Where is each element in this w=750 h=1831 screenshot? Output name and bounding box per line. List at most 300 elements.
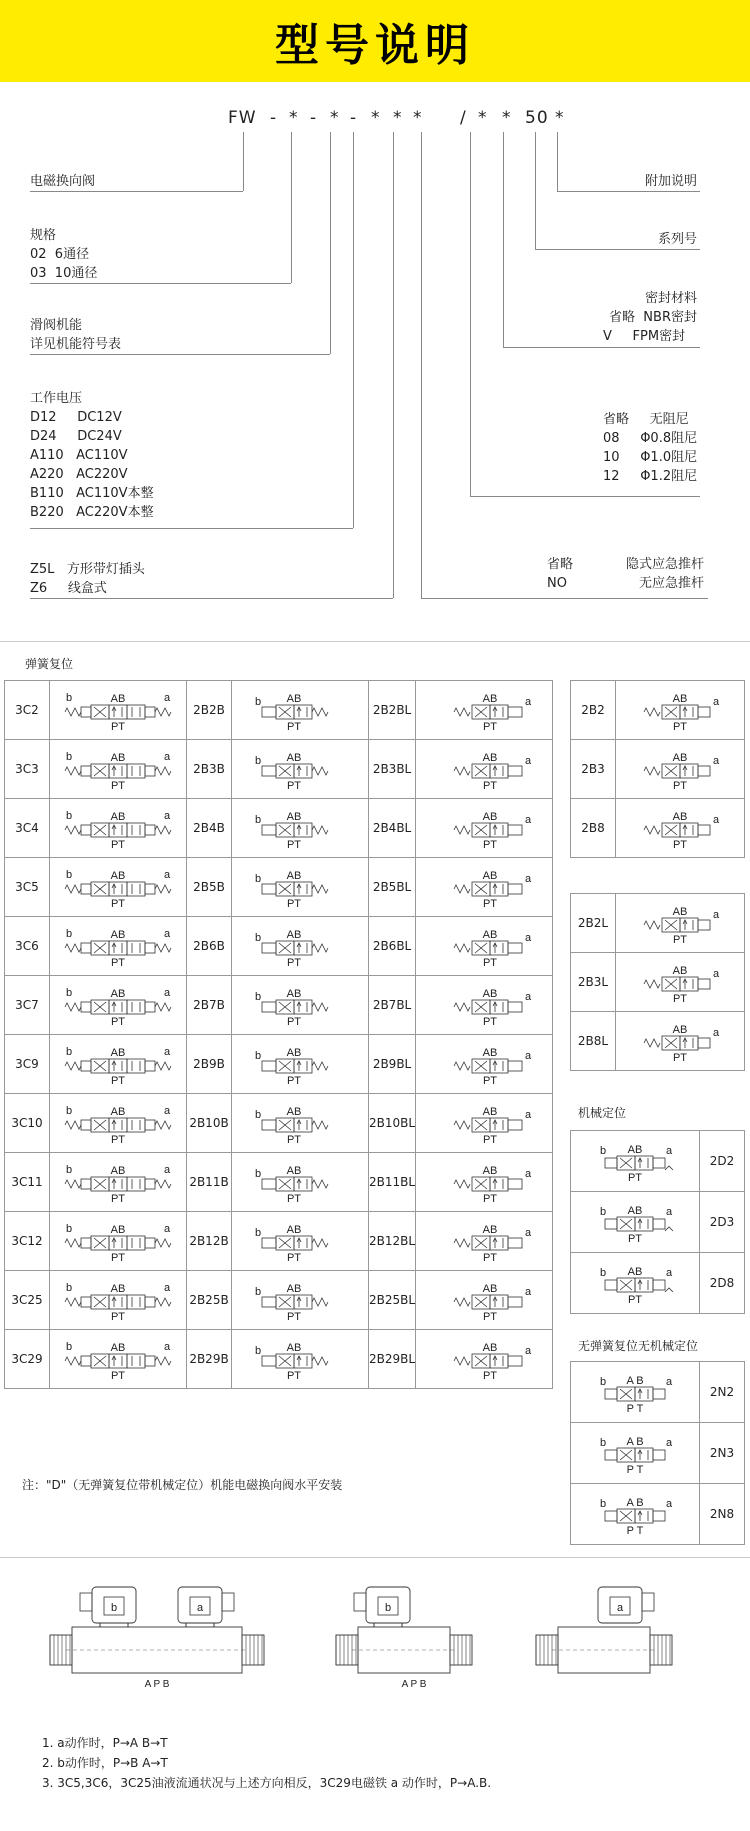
- leader-horizontal: [535, 249, 700, 250]
- valve-symbol-icon: [235, 1156, 365, 1208]
- valve-symbol-icon: [619, 956, 741, 1008]
- table-row: [5, 799, 553, 858]
- spool-code-label: 2B6B: [187, 917, 232, 976]
- valve-symbol-icon: [619, 743, 741, 795]
- svg-text:PT: PT: [483, 1370, 498, 1382]
- spool-symbol-cell: [416, 1153, 553, 1212]
- valve-symbol-icon: [619, 802, 741, 854]
- valve-symbol-icon: [419, 1097, 549, 1149]
- model-code-part: -: [310, 108, 318, 128]
- label-voltage-b220: B220 AC220V本整: [30, 505, 154, 520]
- model-code-part: /: [460, 108, 467, 128]
- table-row: [571, 681, 745, 740]
- spool-code-label: 2B9BL: [369, 1035, 416, 1094]
- spool-code-label: 2B5B: [187, 858, 232, 917]
- spool-symbol-cell: [416, 1212, 553, 1271]
- table-row: [571, 1484, 745, 1545]
- leader-vertical: [243, 132, 244, 191]
- svg-text:AB: AB: [482, 929, 498, 941]
- svg-text:AB: AB: [627, 1205, 643, 1217]
- valve-symbol-icon: [53, 1097, 183, 1149]
- valve-symbol-icon: [419, 684, 549, 736]
- svg-text:PT: PT: [483, 1016, 498, 1028]
- svg-text:b: b: [599, 1206, 607, 1218]
- spool-code-label: 2B8: [571, 799, 616, 858]
- spool-code-label: 3C6: [5, 917, 50, 976]
- spool-code-label: 2B4BL: [369, 799, 416, 858]
- leader-horizontal: [30, 598, 393, 599]
- svg-text:PT: PT: [286, 1252, 302, 1264]
- spool-symbol-cell: [232, 917, 369, 976]
- svg-text:AB: AB: [286, 1342, 302, 1354]
- valve-symbol-icon: [574, 1256, 696, 1310]
- svg-text:a: a: [163, 1164, 171, 1176]
- spool-code-label: 3C12: [5, 1212, 50, 1271]
- label-additional: 附加说明: [644, 174, 697, 189]
- svg-text:a: a: [525, 814, 532, 826]
- spool-code-label: 2B8L: [571, 1012, 616, 1071]
- valve-symbol-icon: [235, 1097, 365, 1149]
- leader-horizontal: [30, 528, 353, 529]
- valve-symbol-icon: [574, 1426, 696, 1480]
- svg-text:AB: AB: [672, 693, 688, 705]
- svg-text:b: b: [65, 1341, 73, 1353]
- table-row: [5, 681, 553, 740]
- spool-code-label: 2D8: [700, 1253, 745, 1314]
- svg-text:a: a: [712, 814, 720, 826]
- svg-text:PT: PT: [672, 839, 688, 851]
- spool-symbol-cell: [416, 1035, 553, 1094]
- svg-text:PT: PT: [483, 957, 498, 969]
- table-row: [571, 1012, 745, 1071]
- spool-code-label: 3C11: [5, 1153, 50, 1212]
- svg-text:PT: PT: [286, 839, 302, 851]
- svg-text:PT: PT: [286, 721, 302, 733]
- section-no-spring: 无弹簧复位无机械定位: [578, 1339, 699, 1353]
- valve-coil-label: a: [616, 1602, 624, 1614]
- spool-symbol-cell: [232, 858, 369, 917]
- spool-symbol-cell: [571, 1253, 700, 1314]
- svg-text:a: a: [525, 1168, 532, 1180]
- valve-symbol-icon: [619, 684, 741, 736]
- svg-text:AB: AB: [482, 1342, 498, 1354]
- svg-text:AB: AB: [110, 870, 126, 882]
- no-spring-table: [570, 1361, 745, 1545]
- spool-symbol-cell: [416, 681, 553, 740]
- svg-text:PT: PT: [483, 1252, 498, 1264]
- svg-text:PT: PT: [110, 1252, 126, 1264]
- spool-symbol-cell: [571, 1484, 700, 1545]
- svg-text:b: b: [254, 1050, 262, 1062]
- label-plug-z6: Z6 线盒式: [30, 581, 107, 596]
- valve-symbol-icon: [574, 1487, 696, 1541]
- svg-text:AB: AB: [482, 988, 498, 1000]
- spool-symbol-cell: [416, 740, 553, 799]
- section-mechanical-detent: 机械定位: [578, 1106, 627, 1120]
- valve-symbol-icon: [574, 1365, 696, 1419]
- svg-text:PT: PT: [110, 1193, 126, 1205]
- svg-text:b: b: [254, 1286, 262, 1298]
- svg-text:AB: AB: [286, 693, 302, 705]
- svg-text:PT: PT: [483, 898, 498, 910]
- table-row: [571, 1253, 745, 1314]
- model-code-part: *: [371, 108, 381, 128]
- svg-text:PT: PT: [672, 993, 688, 1005]
- spool-symbol-cell: [571, 1192, 700, 1253]
- svg-text:AB: AB: [286, 1047, 302, 1059]
- spool-symbol-cell: [50, 1153, 187, 1212]
- spool-symbol-cell: [232, 1271, 369, 1330]
- spool-symbol-cell: [232, 1330, 369, 1389]
- svg-text:PT: PT: [286, 1134, 302, 1146]
- svg-text:A B: A B: [626, 1497, 644, 1509]
- svg-text:AB: AB: [286, 1165, 302, 1177]
- spool-table-single-a: [570, 680, 745, 858]
- svg-text:PT: PT: [483, 1134, 498, 1146]
- spool-code-label: 2B11B: [187, 1153, 232, 1212]
- svg-text:b: b: [65, 1164, 73, 1176]
- table-row: [5, 976, 553, 1035]
- valve-symbol-icon: [235, 1274, 365, 1326]
- svg-text:AB: AB: [482, 1224, 498, 1236]
- valve-symbol-icon: [53, 802, 183, 854]
- label-voltage-b110: B110 AC110V本整: [30, 486, 154, 501]
- svg-text:b: b: [65, 1046, 73, 1058]
- svg-text:AB: AB: [482, 693, 498, 705]
- svg-text:b: b: [65, 751, 73, 763]
- svg-text:P T: P T: [626, 1464, 644, 1476]
- svg-text:AB: AB: [110, 988, 126, 1000]
- spool-symbol-cell: [50, 917, 187, 976]
- svg-text:b: b: [254, 932, 262, 944]
- valve-symbol-icon: [419, 979, 549, 1031]
- table-row: [5, 917, 553, 976]
- valve-symbol-icon: [235, 979, 365, 1031]
- svg-text:a: a: [712, 1027, 720, 1039]
- table-row: [571, 1423, 745, 1484]
- valve-symbol-icon: [235, 861, 365, 913]
- model-code-part: FW: [228, 108, 257, 128]
- table-row: [5, 858, 553, 917]
- svg-text:b: b: [65, 987, 73, 999]
- svg-text:a: a: [665, 1206, 673, 1218]
- valve-symbol-icon: [53, 1038, 183, 1090]
- spool-symbol-cell: [571, 1131, 700, 1192]
- svg-text:b: b: [65, 692, 73, 704]
- table-row: [5, 740, 553, 799]
- valve-symbol-icon: [53, 684, 183, 736]
- svg-text:AB: AB: [672, 752, 688, 764]
- valve-symbol-icon: [419, 1038, 549, 1090]
- spool-symbol-cell: [50, 858, 187, 917]
- svg-text:b: b: [599, 1145, 607, 1157]
- leader-vertical: [535, 132, 536, 249]
- valve-symbol-icon: [419, 1333, 549, 1385]
- spool-code-label: 2B25BL: [369, 1271, 416, 1330]
- svg-text:b: b: [599, 1498, 607, 1510]
- svg-text:AB: AB: [110, 1047, 126, 1059]
- svg-text:a: a: [525, 873, 532, 885]
- svg-text:a: a: [665, 1145, 673, 1157]
- spool-code-label: 2B2BL: [369, 681, 416, 740]
- label-damp-none: 省略 无阻尼: [603, 412, 689, 427]
- svg-text:AB: AB: [286, 988, 302, 1000]
- label-spool-detail: 详见机能符号表: [30, 337, 122, 352]
- leader-vertical: [503, 132, 504, 347]
- svg-text:b: b: [599, 1376, 607, 1388]
- label-size-title: 规格: [30, 228, 57, 243]
- valve-port-label: A P B: [401, 1679, 427, 1690]
- spool-code-label: 3C7: [5, 976, 50, 1035]
- svg-text:a: a: [163, 1105, 171, 1117]
- valve-symbol-icon: [235, 1215, 365, 1267]
- svg-text:a: a: [712, 968, 720, 980]
- model-code-part: *: [478, 108, 488, 128]
- label-voltage-d24: D24 DC24V: [30, 429, 122, 444]
- svg-text:a: a: [525, 1345, 532, 1357]
- spool-code-label: 2D2: [700, 1131, 745, 1192]
- table-row: [5, 1212, 553, 1271]
- spool-code-label: 2B3L: [571, 953, 616, 1012]
- svg-text:b: b: [599, 1267, 607, 1279]
- spool-code-label: 3C2: [5, 681, 50, 740]
- valve-symbol-icon: [574, 1195, 696, 1249]
- spool-code-label: 3C5: [5, 858, 50, 917]
- leader-horizontal: [30, 354, 330, 355]
- table-row: [571, 740, 745, 799]
- model-code-part: *: [330, 108, 340, 128]
- svg-text:AB: AB: [110, 1283, 126, 1295]
- svg-text:AB: AB: [110, 1165, 126, 1177]
- spool-code-label: 2N8: [700, 1484, 745, 1545]
- svg-text:PT: PT: [672, 721, 688, 733]
- spool-code-label: 2B29BL: [369, 1330, 416, 1389]
- spool-code-label: 2B29B: [187, 1330, 232, 1389]
- label-seal-nbr: 省略 NBR密封: [609, 310, 697, 325]
- leader-vertical: [330, 132, 331, 354]
- spool-code-label: 2B6BL: [369, 917, 416, 976]
- leader-vertical: [557, 132, 558, 191]
- svg-text:PT: PT: [627, 1294, 643, 1306]
- spool-code-label: 2B3: [571, 740, 616, 799]
- svg-text:a: a: [712, 909, 720, 921]
- valve-symbol-icon: [235, 1038, 365, 1090]
- model-code-part: 50: [525, 108, 549, 128]
- table-row: [5, 1035, 553, 1094]
- svg-text:b: b: [599, 1437, 607, 1449]
- spool-code-label: 2B7B: [187, 976, 232, 1035]
- leader-horizontal: [470, 496, 700, 497]
- spool-symbol-cell: [416, 799, 553, 858]
- model-code-part: *: [502, 108, 512, 128]
- label-voltage-title: 工作电压: [30, 391, 83, 406]
- spool-code-label: 3C3: [5, 740, 50, 799]
- spool-symbol-cell: [232, 681, 369, 740]
- svg-text:PT: PT: [110, 1370, 126, 1382]
- spool-code-label: 2B2L: [571, 894, 616, 953]
- svg-text:a: a: [163, 692, 171, 704]
- leader-vertical: [393, 132, 394, 598]
- svg-text:PT: PT: [286, 957, 302, 969]
- spool-symbol-cell: [232, 976, 369, 1035]
- svg-text:a: a: [665, 1267, 673, 1279]
- table-row: [571, 1362, 745, 1423]
- svg-text:PT: PT: [110, 721, 126, 733]
- label-seal-title: 密封材料: [644, 291, 697, 306]
- svg-text:a: a: [163, 810, 171, 822]
- spool-symbol-cell: [232, 799, 369, 858]
- svg-text:a: a: [665, 1376, 673, 1388]
- svg-text:PT: PT: [286, 1370, 302, 1382]
- svg-text:AB: AB: [110, 1224, 126, 1236]
- svg-text:AB: AB: [482, 752, 498, 764]
- valve-symbol-icon: [419, 920, 549, 972]
- svg-text:a: a: [163, 928, 171, 940]
- svg-text:AB: AB: [672, 965, 688, 977]
- spool-code-label: 3C29: [5, 1330, 50, 1389]
- spool-code-label: 2B4B: [187, 799, 232, 858]
- label-damp-12: 12 Φ1.2阻尼: [603, 469, 698, 484]
- header-banner: [0, 0, 750, 82]
- spool-code-label: 2D3: [700, 1192, 745, 1253]
- valve-symbol-icon: [53, 1156, 183, 1208]
- svg-text:PT: PT: [286, 898, 302, 910]
- spool-symbol-cell: [616, 894, 745, 953]
- svg-text:PT: PT: [286, 1075, 302, 1087]
- label-series: 系列号: [657, 232, 697, 247]
- svg-text:a: a: [665, 1437, 673, 1449]
- spool-symbol-cell: [50, 1035, 187, 1094]
- svg-text:a: a: [163, 751, 171, 763]
- spool-symbol-cell: [571, 1362, 700, 1423]
- svg-text:AB: AB: [482, 870, 498, 882]
- svg-text:P T: P T: [626, 1403, 644, 1415]
- valve-symbol-icon: [419, 743, 549, 795]
- spool-symbol-cell: [416, 1330, 553, 1389]
- valve-symbol-icon: [419, 802, 549, 854]
- svg-text:b: b: [65, 810, 73, 822]
- spool-symbol-cell: [50, 1212, 187, 1271]
- svg-text:a: a: [163, 869, 171, 881]
- spool-symbol-cell: [616, 681, 745, 740]
- valve-coil-label: b: [110, 1602, 118, 1614]
- valve-symbol-icon: [235, 1333, 365, 1385]
- svg-text:AB: AB: [286, 1283, 302, 1295]
- svg-text:b: b: [254, 1168, 262, 1180]
- spool-code-label: 2B12B: [187, 1212, 232, 1271]
- svg-text:PT: PT: [110, 780, 126, 792]
- svg-text:PT: PT: [672, 780, 688, 792]
- valve-coil-label: a: [196, 1602, 204, 1614]
- label-push-omit: 省略: [547, 557, 574, 572]
- valve-symbol-icon: [53, 979, 183, 1031]
- table-row: [571, 1192, 745, 1253]
- label-push-none: 无应急推杆: [638, 576, 704, 591]
- model-code-part: *: [289, 108, 299, 128]
- svg-text:a: a: [712, 755, 720, 767]
- svg-text:PT: PT: [483, 1311, 498, 1323]
- spool-code-label: 2B25B: [187, 1271, 232, 1330]
- label-size-03: 03 10通径: [30, 266, 98, 281]
- footnote-2: 2. b动作时，P→B A→T: [42, 1756, 168, 1770]
- svg-text:AB: AB: [482, 1106, 498, 1118]
- spool-symbol-cell: [416, 1094, 553, 1153]
- spool-code-label: 2B2: [571, 681, 616, 740]
- svg-text:AB: AB: [286, 870, 302, 882]
- valve-symbol-icon: [574, 1134, 696, 1188]
- valve-symbol-icon: [419, 1156, 549, 1208]
- svg-text:AB: AB: [627, 1266, 643, 1278]
- spool-symbol-cell: [50, 740, 187, 799]
- svg-text:b: b: [254, 991, 262, 1003]
- leader-vertical: [291, 132, 292, 283]
- spool-symbol-cell: [232, 1035, 369, 1094]
- svg-text:PT: PT: [110, 1075, 126, 1087]
- label-spool-title: 滑阀机能: [30, 318, 83, 333]
- leader-horizontal: [503, 347, 700, 348]
- valve-symbol-icon: [419, 1274, 549, 1326]
- svg-text:a: a: [665, 1498, 673, 1510]
- spool-code-label: 2B3BL: [369, 740, 416, 799]
- section-divider-2: [0, 1557, 750, 1558]
- svg-text:A B: A B: [626, 1375, 644, 1387]
- valve-symbol-icon: [619, 897, 741, 949]
- svg-text:PT: PT: [483, 721, 498, 733]
- table-row: [5, 1330, 553, 1389]
- footnote-3: 3. 3C5,3C6，3C25油液流通状况与上述方向相反，3C29电磁铁 a 动作时，P→A.B.: [42, 1776, 492, 1790]
- spool-code-label: 2B5BL: [369, 858, 416, 917]
- valve-symbol-icon: [53, 1215, 183, 1267]
- svg-text:PT: PT: [110, 1311, 126, 1323]
- svg-text:PT: PT: [483, 839, 498, 851]
- valve-symbol-icon: [53, 1333, 183, 1385]
- svg-text:a: a: [525, 1227, 532, 1239]
- spool-symbol-cell: [616, 1012, 745, 1071]
- model-code-part: -: [270, 108, 278, 128]
- valve-symbol-icon: [53, 743, 183, 795]
- section-spring-return: 弹簧复位: [25, 657, 74, 671]
- valve-symbol-icon: [419, 1215, 549, 1267]
- svg-text:PT: PT: [483, 780, 498, 792]
- spool-table-single-b: [570, 893, 745, 1071]
- leader-horizontal: [557, 191, 700, 192]
- svg-text:b: b: [254, 1227, 262, 1239]
- svg-text:a: a: [163, 1282, 171, 1294]
- leader-horizontal: [30, 191, 243, 192]
- table-row: [571, 799, 745, 858]
- svg-text:a: a: [712, 696, 720, 708]
- spool-code-label: 2B11BL: [369, 1153, 416, 1212]
- spool-symbol-cell: [416, 858, 553, 917]
- spool-code-label: 2B7BL: [369, 976, 416, 1035]
- spool-code-label: 3C4: [5, 799, 50, 858]
- label-valve-type: 电磁换向阀: [30, 174, 96, 189]
- valve-symbol-icon: [619, 1015, 741, 1067]
- spool-symbol-cell: [50, 1271, 187, 1330]
- svg-text:a: a: [525, 991, 532, 1003]
- spool-symbol-cell: [232, 1094, 369, 1153]
- page-title: 型号说明: [275, 20, 475, 71]
- label-seal-v: V FPM密封: [603, 329, 686, 344]
- svg-text:AB: AB: [482, 1283, 498, 1295]
- label-push-no: NO: [547, 576, 567, 591]
- spool-function-table: [4, 680, 553, 1389]
- spool-symbol-cell: [416, 917, 553, 976]
- svg-text:a: a: [525, 1050, 532, 1062]
- svg-text:PT: PT: [483, 1193, 498, 1205]
- spool-code-label: 2N2: [700, 1362, 745, 1423]
- spool-symbol-cell: [50, 681, 187, 740]
